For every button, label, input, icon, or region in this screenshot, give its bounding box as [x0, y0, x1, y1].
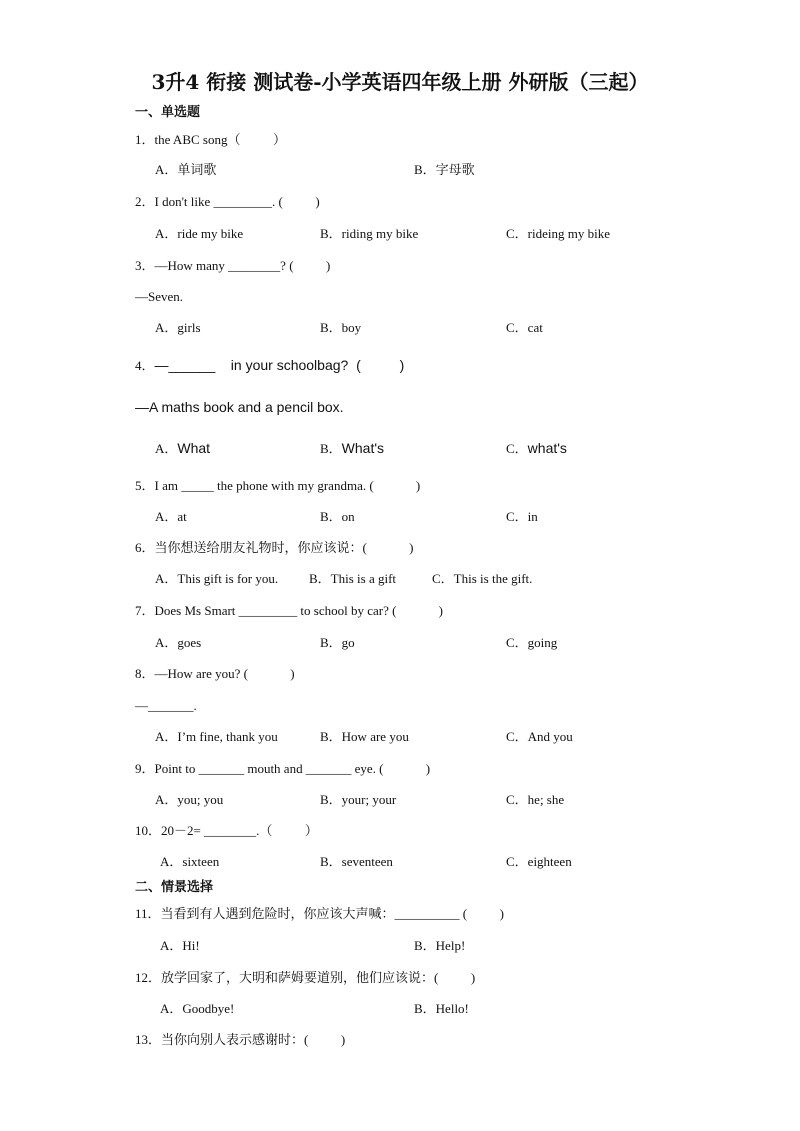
option-label: C． [506, 509, 528, 524]
option-b [320, 226, 418, 242]
question-stem: Point to _______ mouth and _______ eye. ( ) [154, 761, 431, 776]
option-label: B． [320, 729, 342, 744]
option-a [160, 938, 200, 954]
option-c [506, 509, 538, 525]
option-b [320, 509, 355, 525]
option-label: A． [155, 635, 178, 650]
question-4-followup: —A maths book and a pencil box. [135, 399, 344, 415]
option-a [155, 509, 187, 525]
option-text: Hello! [435, 1001, 469, 1016]
question-1 [135, 132, 286, 148]
question-number: 13． [135, 1032, 162, 1047]
option-a [155, 571, 278, 587]
question-12-options [0, 1001, 800, 1019]
question-9-options [0, 792, 800, 810]
question-13 [135, 1032, 345, 1048]
option-label: B． [320, 854, 342, 869]
option-text: This is the gift. [453, 571, 533, 586]
question-3 [135, 258, 330, 274]
question-4-options [0, 440, 800, 458]
option-text: eighteen [527, 854, 572, 869]
option-label: B． [414, 938, 436, 953]
option-c [506, 226, 610, 242]
option-c [506, 440, 567, 457]
option-label: A． [160, 938, 183, 953]
option-label: C． [506, 729, 528, 744]
question-11 [135, 906, 504, 922]
option-c [506, 854, 572, 870]
question-5-options [0, 509, 800, 527]
option-label: C． [432, 571, 454, 586]
option-text: sixteen [182, 854, 220, 869]
question-2 [135, 194, 320, 210]
question-4 [135, 357, 404, 374]
option-text: on [341, 509, 355, 524]
option-text: seventeen [341, 854, 393, 869]
option-text: your; your [341, 792, 397, 807]
section-heading-single-choice: 一、单选题 [135, 105, 201, 120]
question-stem: I am _____ the phone with my grandma. ( ) [154, 478, 421, 493]
option-text: going [527, 635, 558, 650]
question-1-options [0, 162, 800, 180]
option-text: I’m fine, thank you [177, 729, 278, 744]
option-text: This is a gift [330, 571, 397, 586]
option-text: he; she [527, 792, 565, 807]
option-c [432, 571, 532, 587]
question-number: 5． [135, 478, 155, 493]
option-a [155, 162, 216, 178]
question-8-options [0, 729, 800, 747]
page-title: 3升4 衔接 测试卷-小学英语四年级上册 外研版（三起） [151, 70, 649, 94]
option-label: B． [320, 635, 342, 650]
question-stem: Does Ms Smart _________ to school by car? ( ) [154, 603, 444, 618]
option-text: What [177, 440, 211, 456]
option-c [506, 320, 543, 336]
option-text: what's [527, 440, 567, 456]
question-stem: —How are you? ( ) [154, 666, 295, 681]
option-c [506, 635, 557, 651]
option-label: B． [320, 509, 342, 524]
question-number: 1． [135, 132, 155, 147]
question-number: 2． [135, 194, 155, 209]
option-text: Help! [435, 938, 466, 953]
question-stem: the ABC song（ ） [154, 132, 286, 147]
option-text: goes [177, 635, 202, 650]
option-text: go [341, 635, 355, 650]
option-text: cat [527, 320, 543, 335]
option-c [506, 729, 573, 745]
option-b [320, 854, 393, 870]
question-stem: 当你想送给朋友礼物时，你应该说：( ) [154, 540, 414, 555]
question-stem: 20－2= ________.（ ） [161, 823, 318, 838]
option-text: Goodbye! [182, 1001, 235, 1016]
option-text: This gift is for you. [177, 571, 279, 586]
option-label: C． [506, 792, 528, 807]
question-stem: 放学回家了，大明和萨姆要道别，他们应该说：( ) [161, 970, 476, 985]
option-label: A． [155, 320, 178, 335]
question-stem: —______ in your schoolbag? ( ) [154, 357, 405, 373]
question-stem: I don't like _________. ( ) [154, 194, 320, 209]
option-label: A． [155, 162, 178, 177]
option-label: C． [506, 854, 528, 869]
option-label: A． [155, 509, 178, 524]
option-b [414, 938, 465, 954]
option-label: A． [155, 226, 178, 241]
option-label: B． [320, 792, 342, 807]
option-label: B． [414, 1001, 436, 1016]
question-6-options [0, 571, 800, 589]
option-text: in [527, 509, 538, 524]
option-label: B． [309, 571, 331, 586]
question-number: 6． [135, 540, 155, 555]
question-stem: 当看到有人遇到危险时，你应该大声喊：__________ ( ) [160, 906, 504, 921]
option-text: 单词歌 [177, 162, 217, 177]
question-10-options [0, 854, 800, 872]
option-b [320, 792, 396, 808]
option-a [160, 854, 219, 870]
option-a [160, 1001, 234, 1017]
question-9 [135, 761, 430, 777]
option-c [506, 792, 564, 808]
option-a [155, 792, 223, 808]
option-text: Hi! [182, 938, 200, 953]
option-text: ride my bike [177, 226, 244, 241]
question-7-options [0, 635, 800, 653]
option-label: C． [506, 226, 528, 241]
option-label: A． [155, 729, 178, 744]
question-8-followup: —_______. [135, 698, 197, 713]
question-12 [135, 970, 475, 986]
option-label: C． [506, 635, 528, 650]
question-number: 10． [135, 823, 162, 838]
option-a [155, 226, 243, 242]
question-stem: —How many ________? ( ) [154, 258, 331, 273]
option-label: B． [414, 162, 436, 177]
question-10 [135, 823, 318, 839]
option-a [155, 635, 201, 651]
question-number: 9． [135, 761, 155, 776]
option-label: B． [320, 226, 342, 241]
option-b [320, 635, 355, 651]
option-text: boy [341, 320, 362, 335]
option-b [414, 1001, 469, 1017]
option-label: A． [160, 1001, 183, 1016]
question-8 [135, 666, 295, 682]
option-text: riding my bike [341, 226, 419, 241]
option-text: girls [177, 320, 201, 335]
question-5 [135, 478, 420, 494]
question-number: 11． [135, 906, 161, 921]
question-7 [135, 603, 443, 619]
option-a [155, 729, 278, 745]
option-label: B． [320, 320, 342, 335]
question-2-options [0, 226, 800, 244]
option-text: 字母歌 [435, 162, 475, 177]
option-text: you; you [177, 792, 224, 807]
question-number: 8． [135, 666, 155, 681]
option-label: C． [506, 320, 528, 335]
option-text: rideing my bike [527, 226, 610, 241]
option-label: A． [155, 792, 178, 807]
question-number: 4． [135, 358, 155, 373]
option-text: How are you [341, 729, 409, 744]
question-stem: 当你向别人表示感谢时：( ) [161, 1032, 346, 1047]
option-b [320, 729, 409, 745]
option-text: And you [527, 729, 573, 744]
option-label: C． [506, 441, 528, 456]
option-b [309, 571, 396, 587]
option-b [414, 162, 475, 178]
question-number: 7． [135, 603, 155, 618]
option-b [320, 320, 361, 336]
option-text: at [177, 509, 187, 524]
question-3-options [0, 320, 800, 338]
option-label: A． [155, 441, 178, 456]
option-label: A． [155, 571, 178, 586]
section-heading-scenario-choice: 二、情景选择 [135, 880, 214, 895]
question-3-followup: —Seven. [135, 289, 184, 304]
option-b [320, 440, 384, 457]
question-11-options [0, 938, 800, 956]
option-text: What's [341, 440, 385, 456]
question-number: 3． [135, 258, 155, 273]
question-6 [135, 540, 413, 556]
option-a [155, 440, 210, 457]
question-number: 12． [135, 970, 162, 985]
option-a [155, 320, 201, 336]
option-label: B． [320, 441, 342, 456]
option-label: A． [160, 854, 183, 869]
